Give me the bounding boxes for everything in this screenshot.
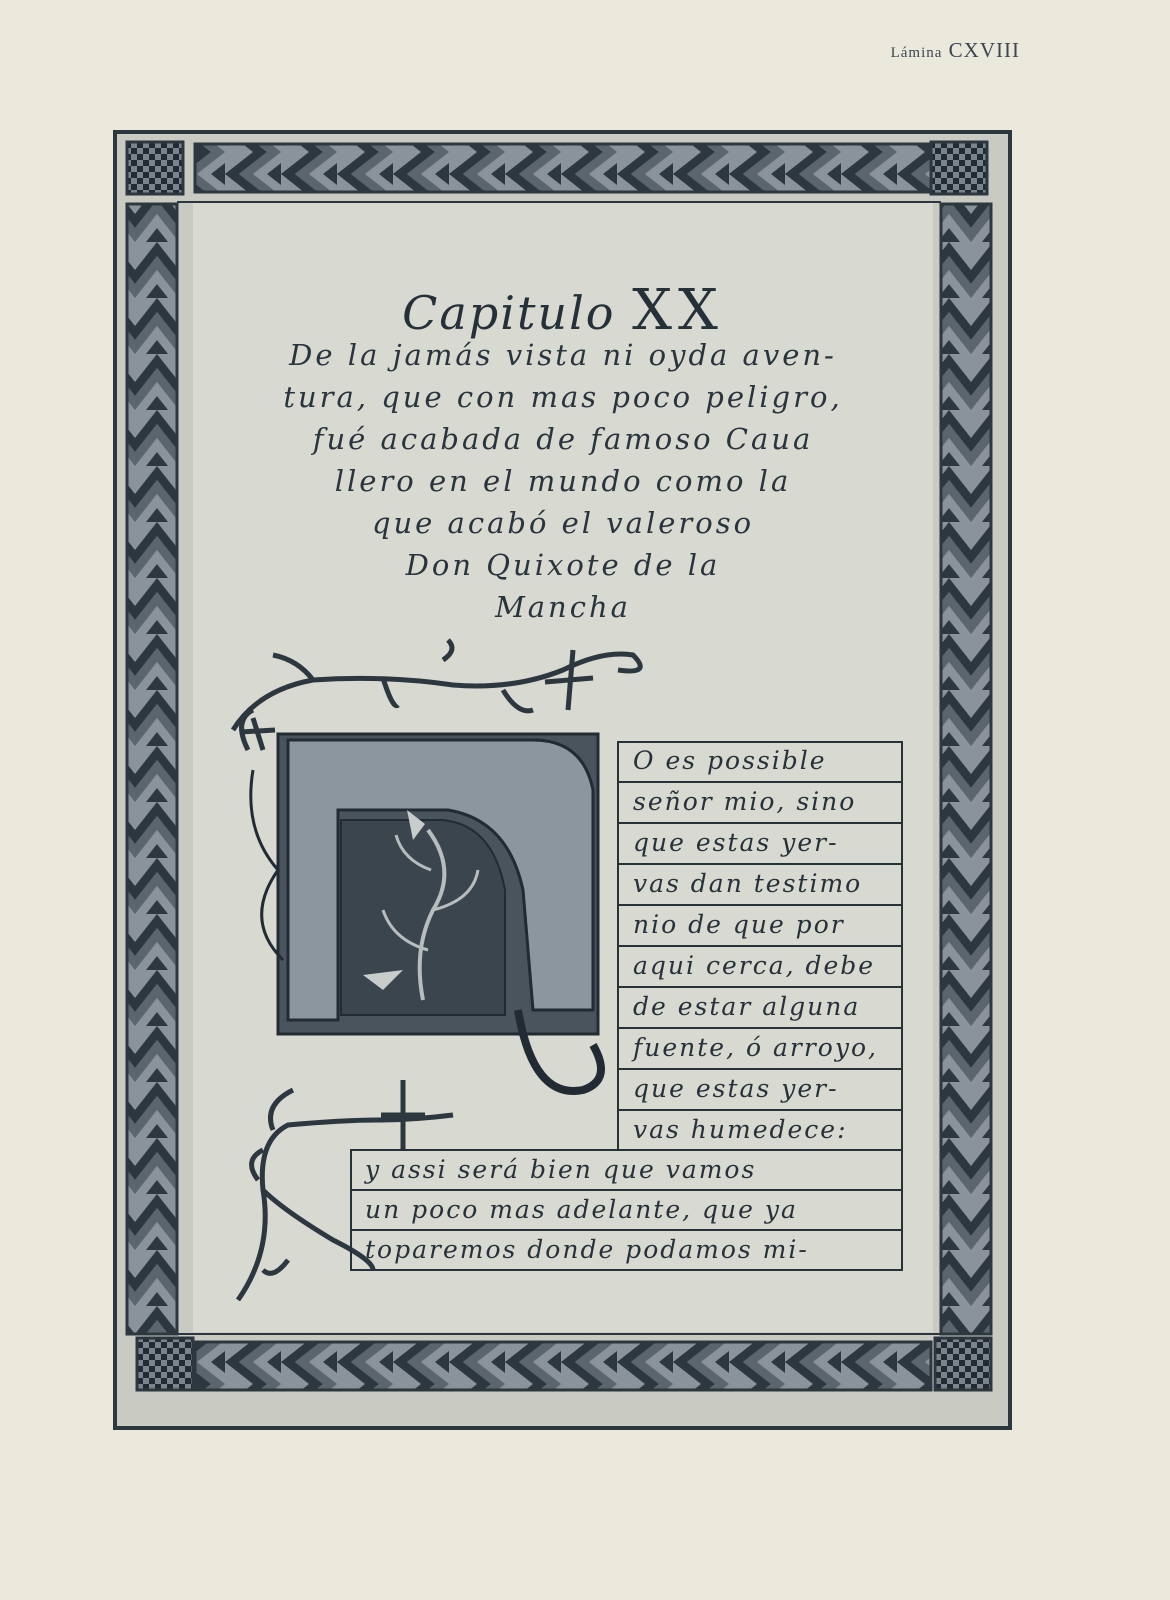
chapter-title-line: Mancha [495, 590, 631, 624]
illuminated-page [113, 130, 1012, 1430]
text-line: O es possible [633, 746, 827, 775]
text-line: aqui cerca, debe [633, 951, 876, 980]
plate-number [830, 38, 1020, 63]
chapter-title-line: De la jamás vista ni oyda aven- [289, 338, 837, 372]
text-line: fuente, ó arroyo, [633, 1033, 878, 1062]
text-line: y assi será bien que vamos [365, 1155, 757, 1184]
text-line: de estar alguna [633, 992, 861, 1021]
chapter-numeral: XX [632, 278, 724, 343]
border-left [127, 204, 177, 1334]
text-line: toparemos donde podamos mi- [365, 1235, 809, 1264]
text-line: vas humedece: [633, 1115, 848, 1144]
border-right [941, 204, 991, 1334]
chapter-title-line: fué acabada de famoso Caua [312, 422, 814, 456]
border-bottom [195, 1342, 931, 1390]
plate-prefix: Lámina [890, 45, 943, 61]
text-line: que estas yer- [633, 1074, 839, 1103]
border-top [195, 144, 931, 192]
text-line: un poco mas adelante, que ya [365, 1195, 798, 1224]
text-line: señor mio, sino [633, 787, 857, 816]
chapter-title-line: tura, que con mas poco peligro, [283, 380, 843, 414]
text-line: que estas yer- [633, 828, 839, 857]
chapter-title-line: Don Quixote de la [405, 548, 721, 582]
chapter-heading [243, 278, 883, 343]
chapter-title-line: llero en el mundo como la [334, 464, 792, 498]
chapter-title-line: que acabó el valeroso [371, 506, 755, 540]
text-line: nio de que por [633, 910, 845, 939]
text-line: vas dan testimo [633, 869, 863, 898]
plate-roman-numeral: CXVIII [948, 38, 1020, 62]
chapter-label: Capitulo [402, 286, 616, 340]
